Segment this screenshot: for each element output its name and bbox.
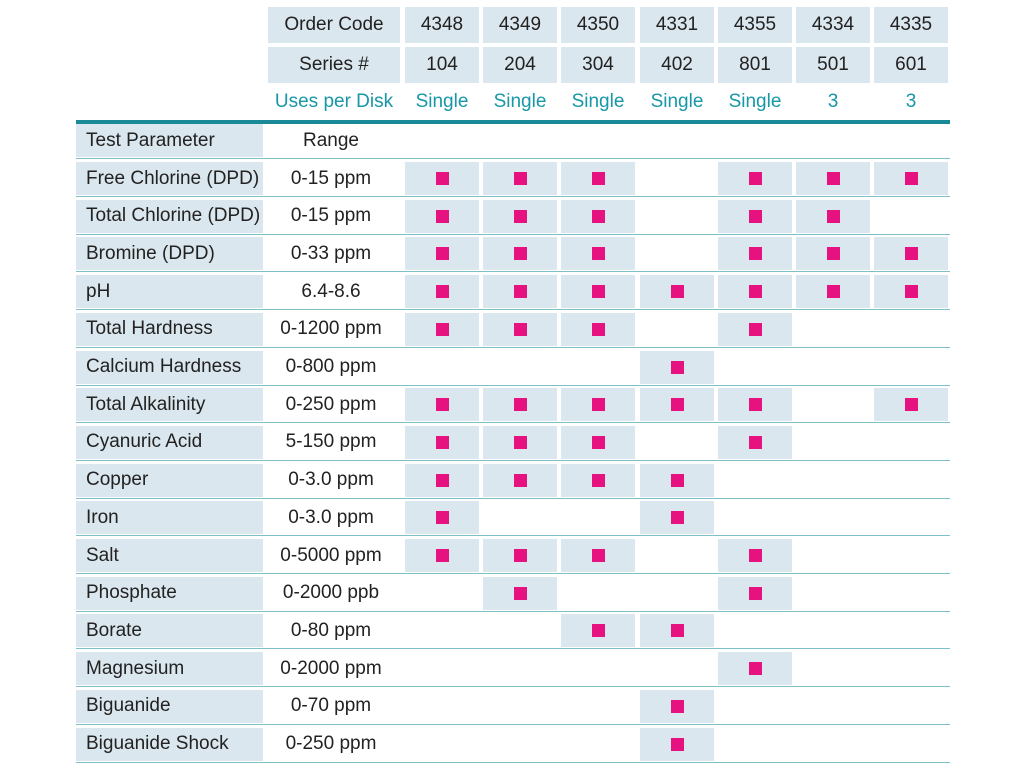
availability-cell — [640, 539, 714, 572]
availability-cell — [405, 313, 479, 346]
availability-cell — [405, 388, 479, 421]
included-marker-icon — [749, 549, 762, 562]
included-marker-icon — [514, 436, 527, 449]
included-marker-icon — [671, 738, 684, 751]
order-code-label: Order Code — [268, 7, 400, 43]
availability-cell — [561, 162, 635, 195]
included-marker-icon — [436, 285, 449, 298]
table-header-row — [76, 122, 950, 159]
availability-cell — [718, 614, 792, 647]
availability-cell — [483, 614, 557, 647]
table-row — [76, 160, 950, 197]
order-code-cell: 4348 — [405, 7, 479, 43]
availability-cell — [718, 388, 792, 421]
availability-cell — [874, 200, 948, 233]
included-marker-icon — [671, 285, 684, 298]
availability-cell — [874, 351, 948, 384]
included-marker-icon — [671, 700, 684, 713]
uses-cell: 3 — [827, 91, 839, 112]
availability-cell — [796, 388, 870, 421]
availability-cell — [405, 275, 479, 308]
table-row — [76, 612, 950, 649]
parameter-name: Biguanide — [76, 690, 263, 723]
availability-cell — [405, 464, 479, 497]
availability-cell — [874, 690, 948, 723]
included-marker-icon — [671, 361, 684, 374]
series-cell: 501 — [796, 47, 870, 83]
availability-cell — [874, 577, 948, 610]
availability-cell — [405, 501, 479, 534]
included-marker-icon — [592, 474, 605, 487]
included-marker-icon — [749, 323, 762, 336]
uses-cell: Single — [650, 91, 704, 112]
included-marker-icon — [436, 436, 449, 449]
parameter-name: Total Alkalinity — [76, 388, 263, 421]
table-row — [76, 349, 950, 386]
uses-cell: Single — [415, 91, 469, 112]
availability-cell — [718, 539, 792, 572]
availability-cell — [718, 313, 792, 346]
included-marker-icon — [514, 587, 527, 600]
uses-per-disk-label: Uses per Disk — [274, 91, 394, 112]
availability-cell — [561, 652, 635, 685]
availability-cell — [796, 351, 870, 384]
parameter-name: Bromine (DPD) — [76, 237, 263, 270]
included-marker-icon — [436, 398, 449, 411]
availability-cell — [483, 426, 557, 459]
availability-cell — [405, 200, 479, 233]
availability-cell — [874, 162, 948, 195]
parameter-name: Calcium Hardness — [76, 351, 263, 384]
parameter-name: Iron — [76, 501, 263, 534]
availability-cell — [483, 652, 557, 685]
table-row — [76, 235, 950, 272]
included-marker-icon — [592, 398, 605, 411]
availability-cell — [561, 614, 635, 647]
availability-cell — [483, 577, 557, 610]
availability-cell — [405, 426, 479, 459]
availability-cell — [718, 426, 792, 459]
availability-cell — [718, 690, 792, 723]
parameter-range: 0-250 ppm — [285, 733, 377, 754]
availability-cell — [874, 539, 948, 572]
availability-cell — [405, 539, 479, 572]
availability-cell — [483, 200, 557, 233]
availability-cell — [640, 237, 714, 270]
order-code-cell: 4355 — [718, 7, 792, 43]
availability-cell — [483, 728, 557, 761]
included-marker-icon — [436, 247, 449, 260]
parameter-range: 0-250 ppm — [285, 393, 377, 415]
included-marker-icon — [749, 436, 762, 449]
availability-cell — [796, 652, 870, 685]
availability-cell — [718, 351, 792, 384]
included-marker-icon — [436, 323, 449, 336]
included-marker-icon — [905, 398, 918, 411]
availability-cell — [561, 728, 635, 761]
series-cell: 204 — [483, 47, 557, 83]
parameter-range: 0-2000 ppb — [282, 582, 380, 604]
availability-cell — [796, 577, 870, 610]
included-marker-icon — [905, 247, 918, 260]
uses-cell: Single — [728, 91, 782, 112]
availability-cell — [796, 728, 870, 761]
availability-cell — [561, 577, 635, 610]
included-marker-icon — [436, 210, 449, 223]
included-marker-icon — [436, 172, 449, 185]
availability-cell — [561, 237, 635, 270]
included-marker-icon — [827, 210, 840, 223]
availability-cell — [561, 690, 635, 723]
availability-cell — [874, 275, 948, 308]
parameter-name: Free Chlorine (DPD) — [76, 162, 263, 195]
included-marker-icon — [749, 398, 762, 411]
availability-cell — [483, 313, 557, 346]
table-row — [76, 499, 950, 536]
availability-cell — [483, 539, 557, 572]
availability-cell — [796, 200, 870, 233]
availability-cell — [561, 501, 635, 534]
availability-cell — [483, 237, 557, 270]
availability-cell — [640, 464, 714, 497]
availability-cell — [405, 614, 479, 647]
included-marker-icon — [514, 549, 527, 562]
availability-cell — [796, 162, 870, 195]
included-marker-icon — [514, 172, 527, 185]
availability-cell — [561, 275, 635, 308]
table-row — [76, 537, 950, 574]
availability-cell — [405, 237, 479, 270]
availability-cell — [874, 728, 948, 761]
parameter-name: Biguanide Shock — [76, 728, 263, 761]
availability-cell — [483, 501, 557, 534]
test-parameter-header: Test Parameter — [76, 124, 263, 157]
availability-cell — [561, 539, 635, 572]
availability-cell — [640, 275, 714, 308]
availability-cell — [483, 464, 557, 497]
included-marker-icon — [514, 474, 527, 487]
table-row — [76, 311, 950, 348]
availability-cell — [796, 464, 870, 497]
availability-cell — [718, 162, 792, 195]
availability-cell — [405, 577, 479, 610]
included-marker-icon — [749, 172, 762, 185]
availability-cell — [796, 539, 870, 572]
availability-cell — [796, 426, 870, 459]
parameter-name: Phosphate — [76, 577, 263, 610]
availability-cell — [874, 652, 948, 685]
table-row — [76, 688, 950, 725]
table-row — [76, 198, 950, 235]
availability-cell — [640, 577, 714, 610]
included-marker-icon — [592, 210, 605, 223]
series-label: Series # — [268, 47, 400, 83]
availability-cell — [640, 652, 714, 685]
included-marker-icon — [592, 624, 605, 637]
availability-cell — [718, 728, 792, 761]
included-marker-icon — [592, 247, 605, 260]
uses-cell: 3 — [905, 91, 917, 112]
parameter-range: 6.4-8.6 — [301, 280, 361, 302]
table-row — [76, 424, 950, 461]
included-marker-icon — [592, 436, 605, 449]
order-code-cell: 4349 — [483, 7, 557, 43]
parameter-range: 0-5000 ppm — [280, 544, 382, 566]
availability-cell — [640, 200, 714, 233]
availability-cell — [718, 652, 792, 685]
included-marker-icon — [592, 549, 605, 562]
availability-cell — [405, 728, 479, 761]
availability-cell — [796, 237, 870, 270]
included-marker-icon — [671, 624, 684, 637]
availability-cell — [561, 351, 635, 384]
availability-cell — [405, 162, 479, 195]
parameter-range: 0-33 ppm — [290, 242, 372, 264]
included-marker-icon — [592, 285, 605, 298]
availability-cell — [405, 351, 479, 384]
included-marker-icon — [671, 398, 684, 411]
availability-cell — [718, 501, 792, 534]
parameter-range: 0-70 ppm — [290, 695, 372, 717]
parameter-range: 0-80 ppm — [290, 619, 372, 641]
availability-cell — [718, 464, 792, 497]
parameter-range: 0-15 ppm — [290, 167, 372, 189]
parameter-name: Total Chlorine (DPD) — [76, 200, 263, 233]
availability-cell — [796, 614, 870, 647]
availability-cell — [483, 351, 557, 384]
included-marker-icon — [671, 474, 684, 487]
included-marker-icon — [749, 247, 762, 260]
availability-cell — [640, 426, 714, 459]
parameter-name: Borate — [76, 614, 263, 647]
availability-cell — [874, 614, 948, 647]
availability-cell — [718, 577, 792, 610]
included-marker-icon — [827, 172, 840, 185]
included-marker-icon — [827, 285, 840, 298]
availability-cell — [405, 652, 479, 685]
included-marker-icon — [514, 398, 527, 411]
availability-cell — [796, 275, 870, 308]
availability-cell — [640, 162, 714, 195]
availability-cell — [561, 426, 635, 459]
included-marker-icon — [592, 172, 605, 185]
availability-cell — [796, 501, 870, 534]
availability-cell — [874, 501, 948, 534]
availability-cell — [561, 313, 635, 346]
table-row — [76, 650, 950, 687]
included-marker-icon — [749, 210, 762, 223]
included-marker-icon — [749, 662, 762, 675]
included-marker-icon — [671, 511, 684, 524]
series-cell: 601 — [874, 47, 948, 83]
parameter-name: Salt — [76, 539, 263, 572]
included-marker-icon — [436, 474, 449, 487]
order-code-cell: 4334 — [796, 7, 870, 43]
included-marker-icon — [514, 210, 527, 223]
uses-cell: Single — [493, 91, 547, 112]
parameter-name: pH — [76, 275, 263, 308]
availability-cell — [561, 464, 635, 497]
availability-cell — [640, 690, 714, 723]
availability-cell — [640, 388, 714, 421]
availability-cell — [405, 690, 479, 723]
availability-cell — [561, 388, 635, 421]
included-marker-icon — [514, 285, 527, 298]
availability-cell — [640, 501, 714, 534]
parameter-name: Copper — [76, 464, 263, 497]
series-cell: 104 — [405, 47, 479, 83]
parameter-range: 0-3.0 ppm — [288, 506, 374, 528]
included-marker-icon — [592, 323, 605, 336]
included-marker-icon — [905, 285, 918, 298]
availability-cell — [483, 690, 557, 723]
series-cell: 402 — [640, 47, 714, 83]
availability-cell — [483, 162, 557, 195]
availability-cell — [561, 200, 635, 233]
parameter-range: 0-15 ppm — [290, 205, 372, 227]
table-row — [76, 386, 950, 423]
order-code-cell: 4331 — [640, 7, 714, 43]
availability-cell — [640, 313, 714, 346]
parameter-range: 0-3.0 ppm — [288, 469, 374, 491]
availability-cell — [483, 388, 557, 421]
order-code-cell: 4335 — [874, 7, 948, 43]
included-marker-icon — [749, 285, 762, 298]
availability-cell — [796, 690, 870, 723]
parameter-range: 5-150 ppm — [285, 431, 377, 453]
included-marker-icon — [436, 549, 449, 562]
range-header: Range — [303, 129, 359, 151]
table-row — [76, 726, 950, 763]
availability-cell — [796, 313, 870, 346]
availability-cell — [874, 388, 948, 421]
availability-cell — [483, 275, 557, 308]
availability-cell — [874, 313, 948, 346]
table-row — [76, 575, 950, 612]
parameter-range: 0-1200 ppm — [280, 318, 382, 340]
availability-cell — [718, 275, 792, 308]
included-marker-icon — [436, 511, 449, 524]
included-marker-icon — [514, 323, 527, 336]
parameter-range: 0-2000 ppm — [280, 657, 382, 679]
uses-cell: Single — [571, 91, 625, 112]
parameter-name: Cyanuric Acid — [76, 426, 263, 459]
parameter-name: Magnesium — [76, 652, 263, 685]
included-marker-icon — [514, 247, 527, 260]
series-cell: 801 — [718, 47, 792, 83]
parameter-range: 0-800 ppm — [285, 356, 377, 377]
availability-cell — [874, 464, 948, 497]
order-code-cell: 4350 — [561, 7, 635, 43]
availability-cell — [640, 614, 714, 647]
availability-cell — [874, 426, 948, 459]
table-row — [76, 273, 950, 310]
availability-cell — [874, 237, 948, 270]
included-marker-icon — [905, 172, 918, 185]
availability-cell — [640, 728, 714, 761]
included-marker-icon — [749, 587, 762, 600]
availability-cell — [718, 237, 792, 270]
parameter-name: Total Hardness — [76, 313, 263, 346]
availability-cell — [640, 351, 714, 384]
table-row — [76, 462, 950, 499]
availability-cell — [718, 200, 792, 233]
series-cell: 304 — [561, 47, 635, 83]
included-marker-icon — [827, 247, 840, 260]
